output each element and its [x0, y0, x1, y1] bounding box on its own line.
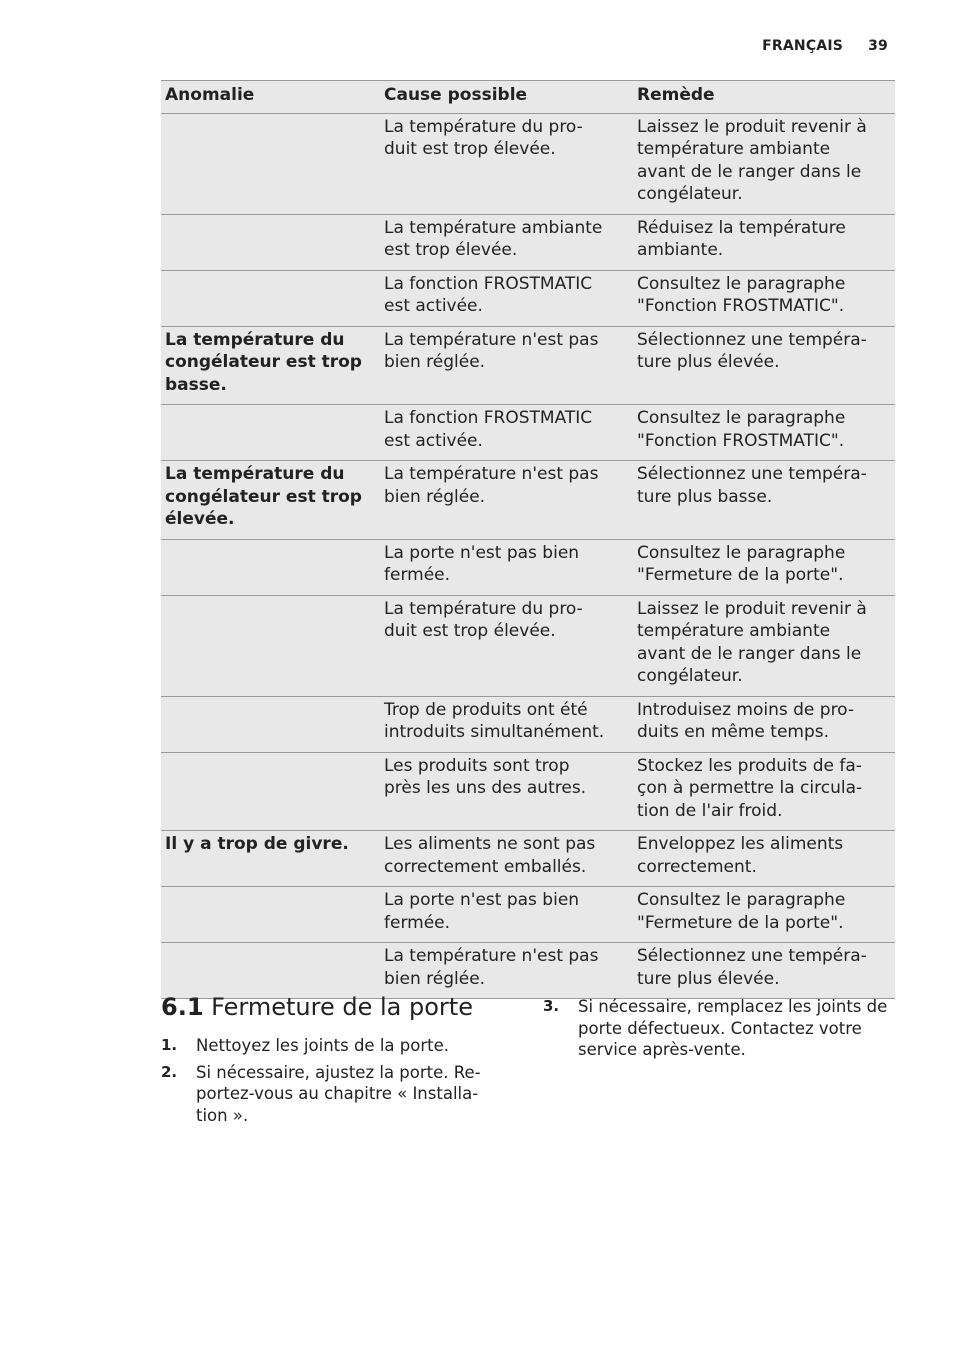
cell-anomaly	[161, 887, 380, 943]
cell-anomaly	[161, 696, 380, 752]
cell-remedy: Laissez le produit revenir à température ambiante avant de le ranger dans le congélateur.	[633, 113, 895, 214]
cell-remedy: Enveloppez les aliments correctement.	[633, 831, 895, 887]
section-number: 6.1	[161, 993, 204, 1021]
cell-remedy: Consultez le paragraphe "Fonction FROSTMATIC".	[633, 405, 895, 461]
table-row	[161, 326, 895, 405]
table-header-row	[161, 81, 895, 114]
cell-cause: La température n'est pas bien réglée.	[380, 943, 633, 999]
cell-anomaly	[161, 214, 380, 270]
section-title	[161, 992, 501, 1022]
cell-anomaly	[161, 405, 380, 461]
steps-list-right	[543, 996, 899, 1061]
table-row	[161, 113, 895, 214]
cell-cause: La porte n'est pas bien fermée.	[380, 539, 633, 595]
cell-anomaly: La température du congélateur est trop élevée.	[161, 461, 380, 540]
cell-remedy: Sélectionnez une tempéra- ture plus élevée.	[633, 326, 895, 405]
steps-list-left	[161, 1035, 501, 1126]
door-closing-section	[161, 992, 501, 1131]
cell-cause: La température n'est pas bien réglée.	[380, 326, 633, 405]
header-remedy: Remède	[633, 81, 895, 114]
cell-remedy: Réduisez la température ambiante.	[633, 214, 895, 270]
cell-remedy: Consultez le paragraphe "Fermeture de la porte".	[633, 887, 895, 943]
table-row	[161, 461, 895, 540]
table-row	[161, 595, 895, 696]
step-text: Si nécessaire, ajustez la porte. Re- portez-vous au chapitre « Installa- tion ».	[196, 1062, 481, 1125]
table-row	[161, 887, 895, 943]
header-cause: Cause possible	[380, 81, 633, 114]
cell-cause: La température n'est pas bien réglée.	[380, 461, 633, 540]
table-row	[161, 405, 895, 461]
cell-remedy: Laissez le produit revenir à température ambiante avant de le ranger dans le congélateur.	[633, 595, 895, 696]
table-row	[161, 539, 895, 595]
step-text: Si nécessaire, remplacez les joints de porte défectueux. Contactez votre service après-vente.	[578, 997, 888, 1059]
cell-cause: La fonction FROSTMATIC est activée.	[380, 270, 633, 326]
cell-anomaly: Il y a trop de givre.	[161, 831, 380, 887]
step-text: Nettoyez les joints de la porte.	[196, 1036, 449, 1055]
cell-remedy: Sélectionnez une tempéra- ture plus basse.	[633, 461, 895, 540]
cell-remedy: Consultez le paragraphe "Fonction FROSTMATIC".	[633, 270, 895, 326]
table-row	[161, 214, 895, 270]
cell-cause: Les produits sont trop près les uns des autres.	[380, 752, 633, 831]
table-body	[161, 113, 895, 999]
cell-anomaly	[161, 539, 380, 595]
cell-anomaly	[161, 943, 380, 999]
language-label: FRANÇAIS	[762, 38, 844, 54]
cell-anomaly	[161, 752, 380, 831]
cell-remedy: Stockez les produits de fa- çon à permettre la circula- tion de l'air froid.	[633, 752, 895, 831]
step-number: 2.	[161, 1062, 178, 1081]
list-item	[543, 996, 899, 1061]
cell-anomaly	[161, 270, 380, 326]
header-anomaly: Anomalie	[161, 81, 380, 114]
cell-remedy: Consultez le paragraphe "Fermeture de la porte".	[633, 539, 895, 595]
cell-cause: La porte n'est pas bien fermée.	[380, 887, 633, 943]
cell-remedy: Introduisez moins de pro- duits en même temps.	[633, 696, 895, 752]
cell-cause: La température du pro- duit est trop élevée.	[380, 113, 633, 214]
step-number: 1.	[161, 1036, 178, 1054]
cell-cause: Trop de produits ont été introduits simultanément.	[380, 696, 633, 752]
page-number: 39	[868, 38, 888, 54]
list-item	[161, 1035, 501, 1057]
cell-anomaly	[161, 595, 380, 696]
cell-cause: La fonction FROSTMATIC est activée.	[380, 405, 633, 461]
list-item	[161, 1062, 501, 1127]
table-row	[161, 831, 895, 887]
cell-remedy: Sélectionnez une tempéra- ture plus élevée.	[633, 943, 895, 999]
cell-anomaly	[161, 113, 380, 214]
table-row	[161, 696, 895, 752]
cell-cause: Les aliments ne sont pas correctement emballés.	[380, 831, 633, 887]
cell-cause: La température du pro- duit est trop élevée.	[380, 595, 633, 696]
table-row	[161, 752, 895, 831]
table-row	[161, 270, 895, 326]
cell-anomaly: La température du congélateur est trop basse.	[161, 326, 380, 405]
table-row	[161, 943, 895, 999]
cell-cause: La température ambiante est trop élevée.	[380, 214, 633, 270]
door-closing-section-continued	[543, 996, 899, 1066]
section-title-text: Fermeture de la porte	[211, 993, 473, 1021]
step-number: 3.	[543, 997, 560, 1015]
troubleshooting-table	[161, 80, 895, 999]
page-header	[762, 38, 888, 54]
